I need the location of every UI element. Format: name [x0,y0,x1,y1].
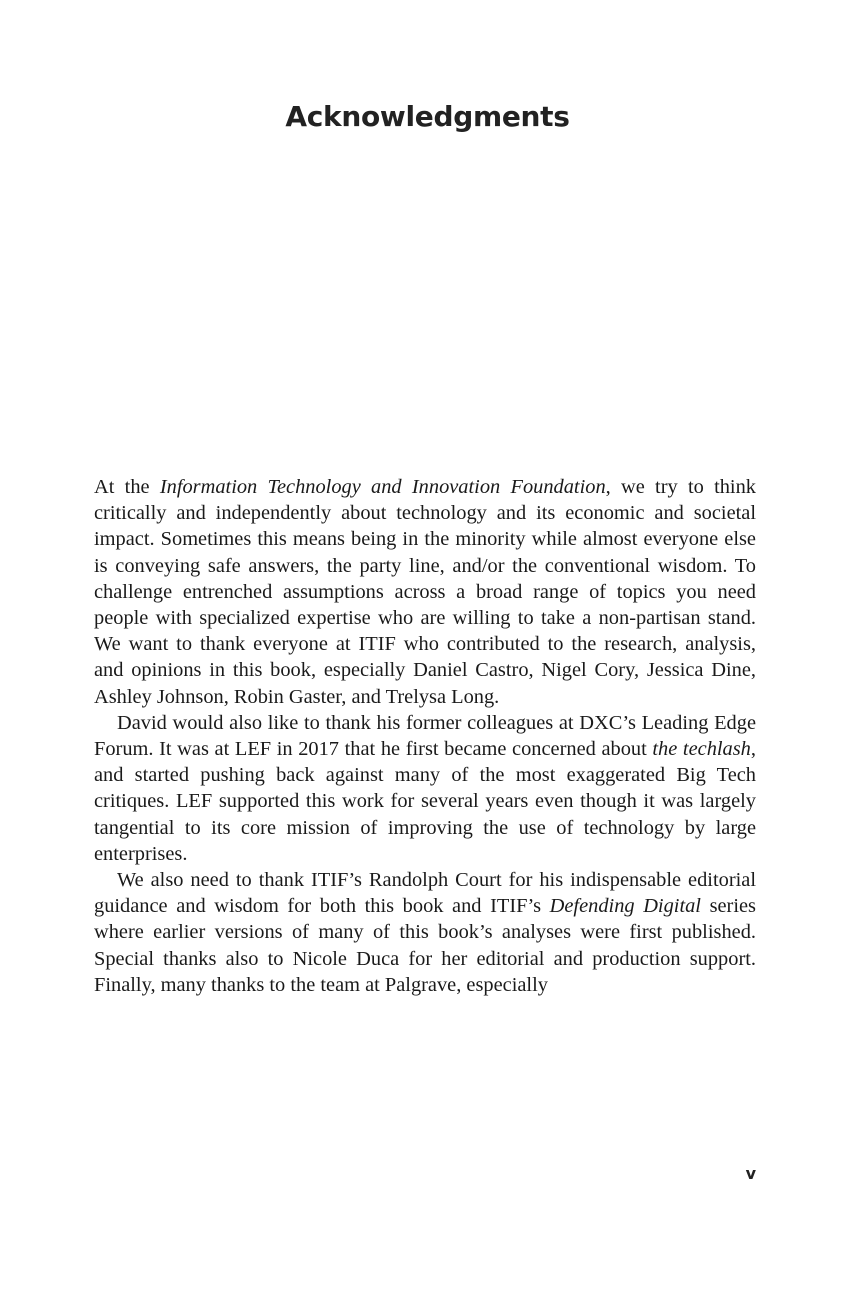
page-number: v [745,1164,756,1183]
italic-series-name: Defending Digital [549,895,701,918]
page-title: Acknowledgments [285,100,570,133]
text-run: series where earlier versions of many of this book’s analyses were first published. Special thanks also to Nicole Duca for her editorial and production support. Finally, many thanks to the team at Palgrave, especially [94,895,756,996]
italic-foundation-name: Information Technology and Innovation Foundation [159,476,606,498]
paragraph-thanks [94,867,756,998]
text-run: We also need to thank ITIF’s Randolph Court for his indispensable editorial guidance and wisdom for both this book and ITIF’s [94,869,756,918]
text-run: At the [94,476,160,498]
text-run: , and started pushing back against many of the most exaggerated Big Tech critiques. LEF supported this work for several years even though it was largely tangential to its core mission of improving the use of technology by large enterprises. [94,738,756,865]
paragraph-itif [94,474,756,710]
acknowledgments-body [94,474,756,998]
text-run: David would also like to thank his former colleagues at DXC’s Leading Edge Forum. It was at LEF in 2017 that he first became concerned about [94,711,756,761]
paragraph-lef [94,710,756,867]
text-run: , we try to think critically and independently about technology and its economic and societal impact. Sometimes this means being in the minority while almost everyone else is conveying safe answers, the party line, and/or the conventional wisdom. To challenge entrenched assumptions across a broad range of topics you need people with specialized expertise who are willing to take a non-partisan stand. We want to thank everyone at ITIF who contributed to the research, analysis, and opinions in this book, especially Daniel Castro, Nigel Cory, Jessica Dine, Ashley Johnson, Robin Gaster, and Trelysa Long. [94,476,756,708]
italic-techlash: the techlash [652,738,751,761]
